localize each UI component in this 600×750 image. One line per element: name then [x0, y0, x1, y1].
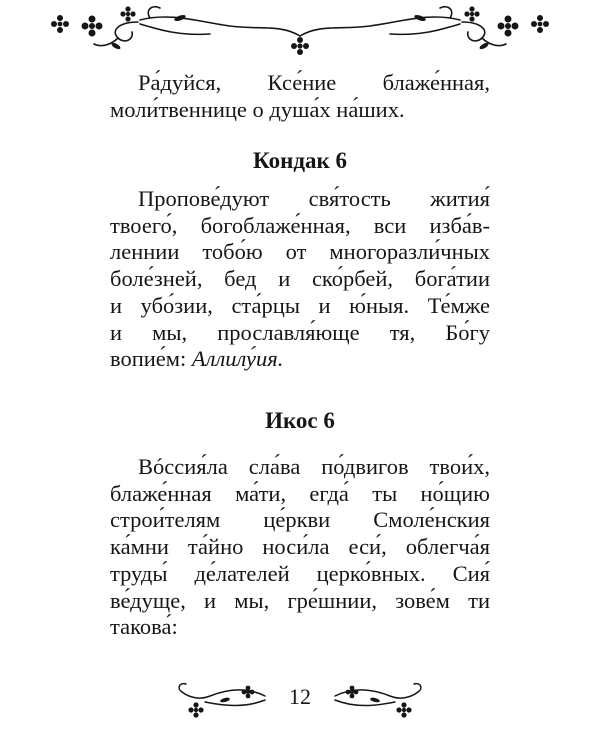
kontakion-line: Пропове́дуют свя́тость жития́ — [138, 186, 490, 211]
ikos-line: Вóссия́ла сла́ва по́двигов твои́х, — [138, 454, 490, 479]
flower-icon — [291, 37, 309, 55]
ikos-line: блаже́нная ма́ти, егда́ ты но́щию — [110, 480, 490, 506]
flower-icon — [396, 702, 411, 717]
ikos-line: ве́дуще, и мы, гре́шнии, зове́м ти — [110, 587, 490, 613]
ikos-line: ка́мни та́йно носи́ла еси́, облегча́я — [110, 534, 490, 560]
page-number: 12 — [289, 684, 311, 709]
opening-line-1: Ра́дуйся, Ксе́ние блаже́нная, — [138, 70, 490, 95]
ikos-paragraph — [110, 454, 490, 641]
kontakion-paragraph — [110, 186, 490, 373]
ikos-line: труды́ де́лателей церко́вных. Сия́ — [110, 560, 490, 586]
flower-icon — [82, 16, 103, 37]
opening-paragraph — [110, 70, 490, 123]
flower-icon — [531, 15, 549, 33]
ikos-heading: Икос 6 — [265, 408, 335, 433]
kontakion-line: боле́зней, бед и ско́рбей, бога́тии — [110, 266, 490, 292]
ikos-line: строи́телям це́ркви Смоле́нския — [110, 507, 490, 533]
kontakion-line: твоего́, богоблаже́нная, вси изба́в- — [110, 212, 490, 238]
flower-icon — [242, 686, 255, 699]
alleluia-text: Аллилу́ия. — [191, 346, 284, 372]
kontakion-last-line — [110, 346, 490, 373]
ikos-last-line: такова́: — [110, 614, 178, 640]
flower-icon — [51, 15, 69, 33]
flower-icon — [498, 16, 519, 37]
flower-icon — [464, 6, 479, 21]
kontakion-line: и убо́зии, ста́рцы и ю́ныя. Те́мже — [110, 292, 490, 318]
kontakion-line: и мы, прославля́юще тя, Бо́гу — [110, 319, 490, 345]
kontakion-last-line-prefix: вопие́м: — [110, 346, 192, 372]
flower-icon — [188, 702, 203, 717]
kontakion-heading: Кондак 6 — [253, 148, 347, 173]
kontakion-line: леннии тобо́ю от многоразли́чных — [110, 239, 490, 265]
flower-icon — [346, 686, 359, 699]
flower-icon — [120, 6, 135, 21]
opening-line-2: моли́твеннице о душа́х на́ших. — [110, 96, 405, 122]
top-ornament — [0, 0, 600, 70]
